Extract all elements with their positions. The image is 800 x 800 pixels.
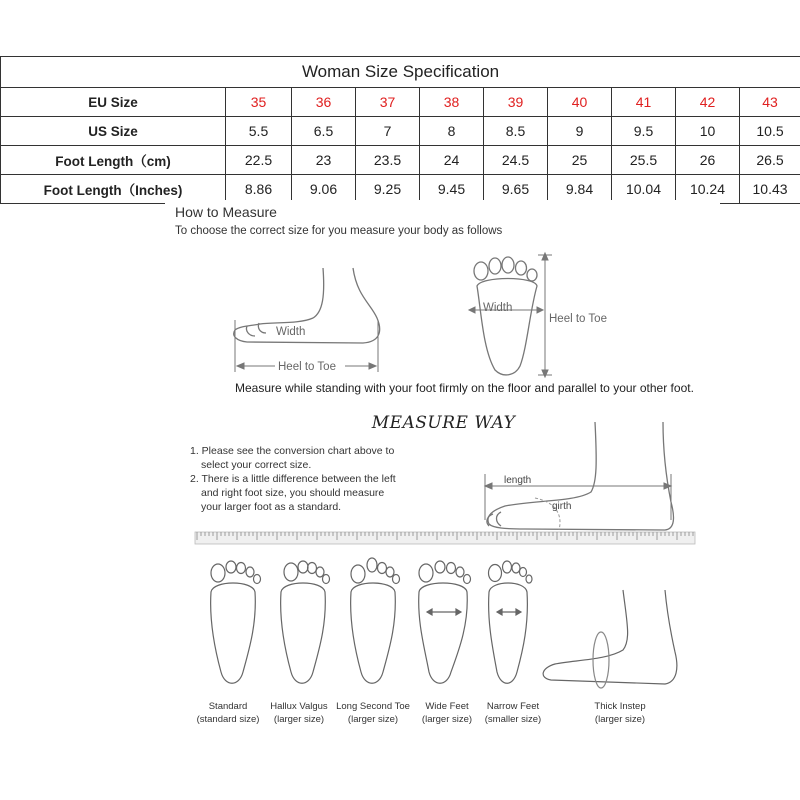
- step-text: your larger foot as a standard.: [201, 501, 342, 513]
- foot-length-cm-row: [1, 146, 800, 175]
- side-foot-illustration: [234, 268, 380, 343]
- top-width-label: Width: [483, 302, 513, 314]
- step-text: 2. There is a little difference between the left: [190, 473, 396, 485]
- foot-type-thick-instep: [543, 590, 677, 688]
- foot-type-size: (larger size): [347, 714, 399, 725]
- step-text: and right foot size, you should measure: [201, 487, 385, 499]
- measure-note: Measure while standing with your foot firmly on the floor and parallel to your other foot.: [235, 381, 694, 395]
- foot-type-size: (larger size): [273, 714, 325, 725]
- table-cell: 40: [548, 88, 612, 117]
- foot-type-name: Standard: [208, 701, 248, 712]
- foot-type-caption: [473, 700, 553, 726]
- table-cell: 23: [292, 146, 356, 175]
- foot-type-caption: [188, 700, 268, 726]
- foot-type-caption: [580, 700, 660, 726]
- length-label: length: [504, 475, 532, 486]
- girth-label: girth: [552, 501, 572, 512]
- table-cell: 39: [484, 88, 548, 117]
- how-to-measure-subtitle: To choose the correct size for you measure your body as follows: [175, 225, 503, 237]
- side-width-label: Width: [276, 326, 306, 338]
- foot-type-size: (larger size): [594, 714, 646, 725]
- table-cell: 23.5: [356, 146, 420, 175]
- table-title-row: [1, 57, 800, 88]
- top-length-label: Heel to Toe: [549, 313, 607, 325]
- foot-type-caption: [333, 700, 413, 726]
- table-cell: 8.86: [226, 175, 292, 204]
- us-size-row: [1, 117, 800, 146]
- table-title: Woman Size Specification: [1, 57, 800, 88]
- table-cell: 38: [420, 88, 484, 117]
- table-cell: 25.5: [612, 146, 676, 175]
- foot-type-size: (smaller size): [484, 714, 542, 725]
- foot-type-name: Wide Feet: [425, 701, 469, 712]
- foot-type-caption: [259, 700, 339, 726]
- row-label: Foot Length（Inches): [1, 175, 226, 204]
- table-cell: 22.5: [226, 146, 292, 175]
- table-cell: 9: [548, 117, 612, 146]
- foot-type-wide-feet: [419, 561, 471, 683]
- size-table: [0, 56, 800, 204]
- table-cell: 5.5: [226, 117, 292, 146]
- table-cell: 10.24: [676, 175, 740, 204]
- foot-type-size: (standard size): [196, 714, 260, 725]
- row-label: US Size: [1, 117, 226, 146]
- table-cell: 10.5: [740, 117, 800, 146]
- table-cell: 24.5: [484, 146, 548, 175]
- table-cell: 37: [356, 88, 420, 117]
- foot-type-standard: [211, 561, 261, 683]
- side-length-label: Heel to Toe: [278, 361, 336, 373]
- table-cell: 9.84: [548, 175, 612, 204]
- foot-type-name: Long Second Toe: [336, 701, 410, 712]
- table-cell: 9.25: [356, 175, 420, 204]
- table-cell: 42: [676, 88, 740, 117]
- table-cell: 9.45: [420, 175, 484, 204]
- foot-type-hallux-valgus: [281, 561, 330, 683]
- table-cell: 7: [356, 117, 420, 146]
- measure-diagrams: [165, 200, 720, 402]
- row-label: Foot Length（cm): [1, 146, 226, 175]
- top-foot-illustration: [474, 257, 537, 375]
- measure-way-diagrams: [175, 402, 712, 728]
- foot-type-size: (larger size): [421, 714, 473, 725]
- how-to-measure-title: How to Measure: [175, 204, 277, 220]
- table-cell: 9.5: [612, 117, 676, 146]
- step-text: 1. Please see the conversion chart above to: [190, 445, 395, 457]
- table-cell: 9.65: [484, 175, 548, 204]
- measure-way-section: [175, 402, 712, 728]
- table-cell: 26.5: [740, 146, 800, 175]
- measure-way-title: MEASURE WAY: [371, 413, 516, 433]
- table-cell: 8: [420, 117, 484, 146]
- table-cell: 9.06: [292, 175, 356, 204]
- table-cell: 35: [226, 88, 292, 117]
- table-cell: 43: [740, 88, 800, 117]
- table-cell: 8.5: [484, 117, 548, 146]
- foot-type-long-second-toe: [351, 558, 400, 683]
- ruler: [195, 532, 695, 544]
- table-cell: 24: [420, 146, 484, 175]
- how-to-measure-section: [165, 200, 720, 402]
- table-cell: 10: [676, 117, 740, 146]
- table-cell: 26: [676, 146, 740, 175]
- foot-type-name: Hallux Valgus: [270, 701, 328, 712]
- step-text: select your correct size.: [201, 459, 312, 471]
- table-cell: 41: [612, 88, 676, 117]
- foot-type-narrow-feet: [489, 561, 533, 683]
- table-cell: 10.04: [612, 175, 676, 204]
- table-cell: 36: [292, 88, 356, 117]
- foot-type-name: Thick Instep: [594, 701, 646, 712]
- table-cell: 6.5: [292, 117, 356, 146]
- foot-type-name: Narrow Feet: [486, 701, 540, 712]
- eu-size-row: [1, 88, 800, 117]
- row-label: EU Size: [1, 88, 226, 117]
- table-cell: 10.43: [740, 175, 800, 204]
- table-cell: 25: [548, 146, 612, 175]
